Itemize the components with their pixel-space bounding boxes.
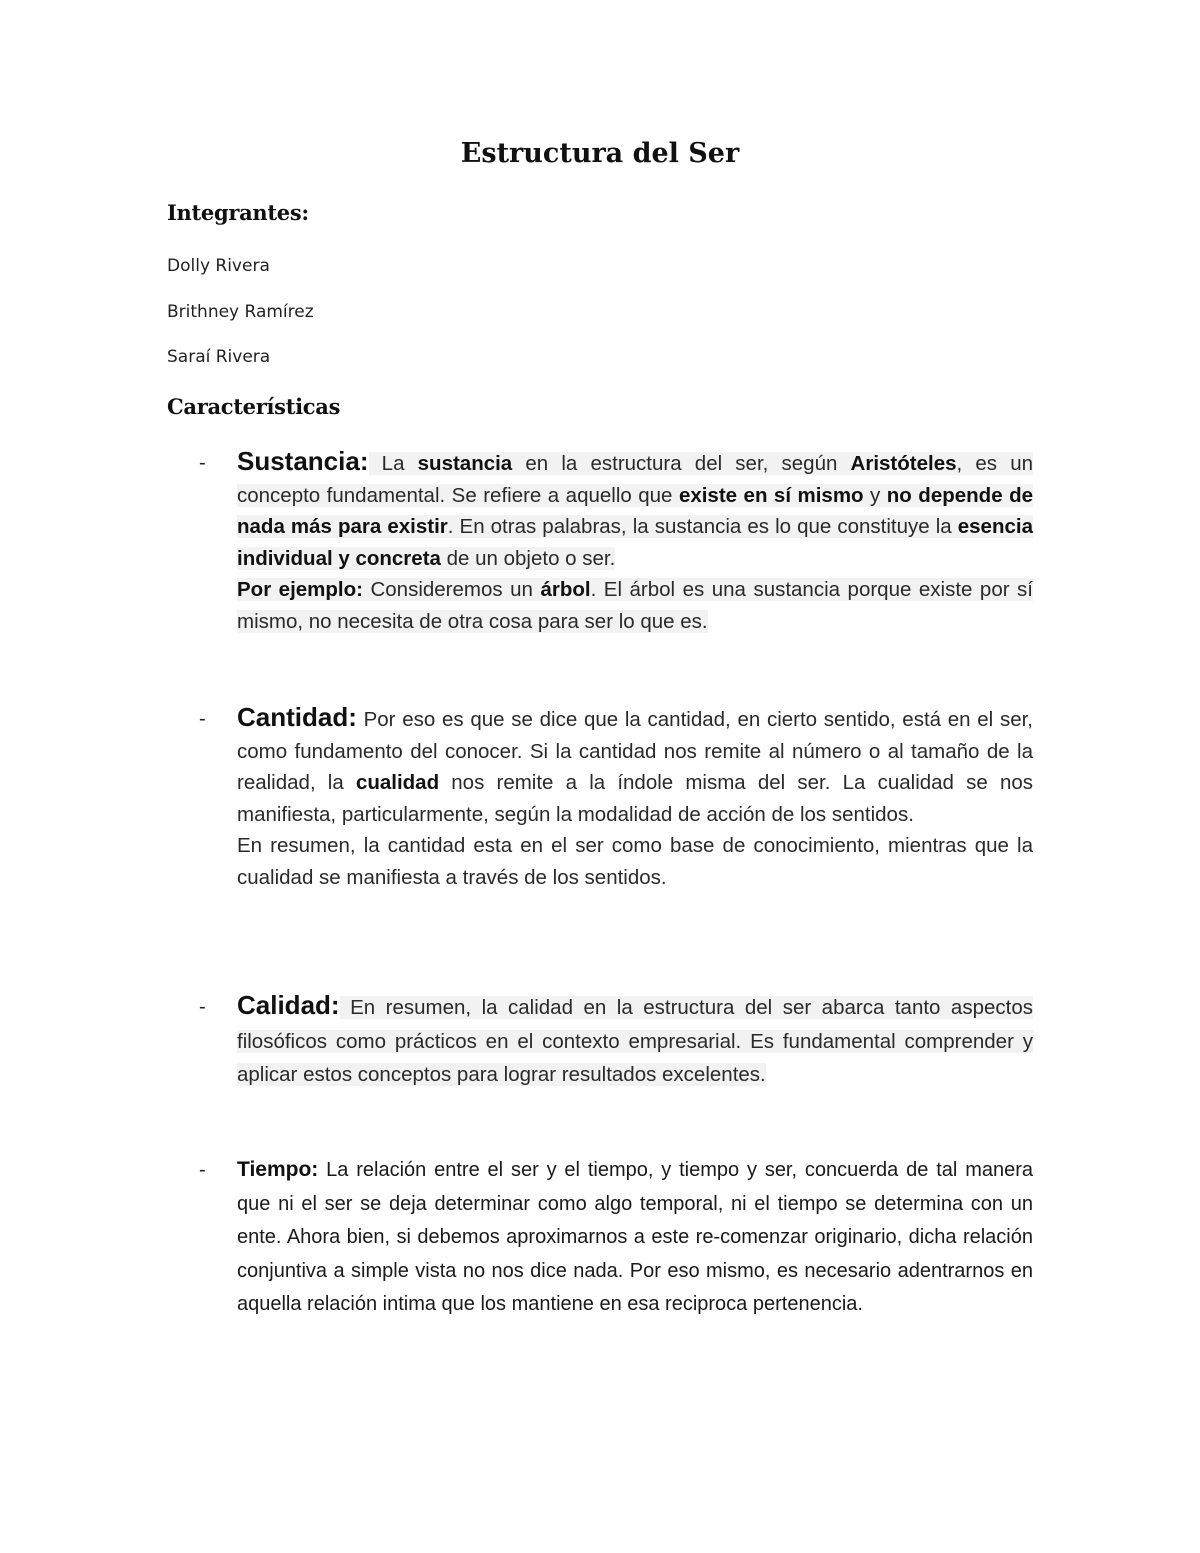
tiempo-term: Tiempo: bbox=[237, 1158, 319, 1181]
cantidad-term: Cantidad: bbox=[237, 702, 357, 732]
cantidad-paragraph: Cantidad: Por eso es que se dice que la cantidad, en cierto sentido, está en el ser, como fundamento del conocer. Si la cantidad nos remite al número o al tamaño de la realidad, la cualidad nos remite a la índole misma del ser. La cualidad se nos manifiesta, particularmente, según la modalidad de acción de los sentidos. En resumen, la cantidad esta en el ser como base de conocimiento, mientras que la cualidad se manifiesta a través de los sentidos. bbox=[237, 702, 1033, 889]
sustancia-text: La sustancia en la estructura del ser, según Aristóteles, es un concepto fundamental. Se refiere a aquello que existe en sí mismo y no depende de nada más para existir. En otras palabras, la sustancia es lo que constituye la esencia individual y concreta de un objeto o ser. bbox=[237, 452, 1033, 570]
bullet-dash: - bbox=[199, 1159, 206, 1181]
sustancia-term: Sustancia: bbox=[237, 446, 369, 476]
bullet-dash: - bbox=[199, 708, 206, 730]
member-name: Brithney Ramírez bbox=[167, 302, 314, 322]
sustancia-paragraph bbox=[237, 446, 1033, 637]
document-title: Estructura del Ser bbox=[460, 138, 740, 169]
member-name: Dolly Rivera bbox=[167, 256, 270, 276]
bullet-dash: - bbox=[199, 452, 206, 474]
calidad-term: Calidad: bbox=[237, 990, 340, 1020]
member-name: Saraí Rivera bbox=[167, 347, 271, 367]
calidad-paragraph: Calidad: En resumen, la calidad en la estructura del ser abarca tanto aspectos filosóficos como prácticos en el contexto empresarial. Es fundamental comprender y aplicar estos conceptos para lograr resultados excelentes. bbox=[237, 990, 1033, 1086]
caracteristicas-heading: Características bbox=[167, 394, 341, 419]
bullet-dash: - bbox=[199, 996, 206, 1018]
tiempo-paragraph: Tiempo: La relación entre el ser y el tiempo, y tiempo y ser, concuerda de tal manera que ni el ser se deja determinar como algo temporal, ni el tiempo se determina con un ente. Ahora bien, si debemos aproximarnos a este re-comenzar originario, dicha relación conjuntiva a simple vista no nos dice nada. Por eso mismo, es necesario adentrarnos en aquella relación intima que los mantiene en esa reciproca pertenencia. bbox=[237, 1158, 1033, 1315]
integrantes-heading: Integrantes: bbox=[167, 200, 309, 225]
cantidad-summary: En resumen, la cantidad esta en el ser como base de conocimiento, mientras que la cualidad se manifiesta a través de los sentidos. bbox=[237, 834, 1033, 889]
sustancia-example: Por ejemplo: Consideremos un árbol. El árbol es una sustancia porque existe por sí mismo, no necesita de otra cosa para ser lo que es. bbox=[237, 578, 1034, 633]
